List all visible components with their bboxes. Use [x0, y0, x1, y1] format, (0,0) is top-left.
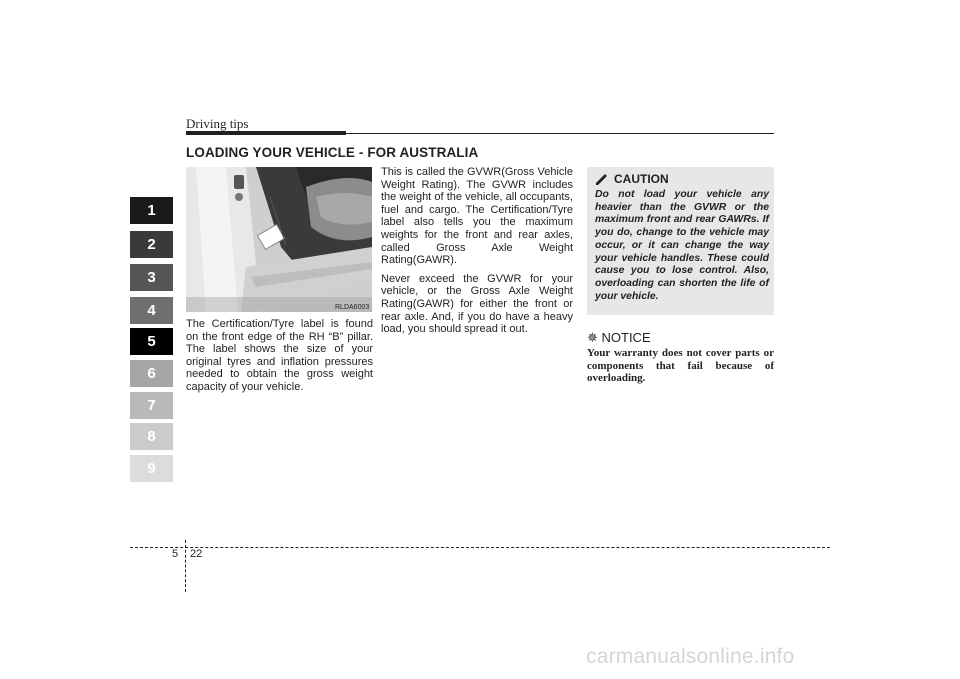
header-rule-bold: [186, 131, 346, 135]
watermark: carmanualsonline.info: [586, 645, 795, 668]
chapter-tab-5[interactable]: 5: [130, 328, 173, 355]
footer-divider: [185, 540, 186, 592]
section-title: Driving tips: [186, 116, 249, 131]
caution-text: Do not load your vehicle any heavier than the GVWR or the maximum front and rear GAWRs. If you do, change to the vehicle may occur, or it can change the way your vehicle handles. These could cause you to lose control. Also, overloading can shorten the life of your vehicle.: [595, 189, 769, 302]
chapter-tab-8[interactable]: 8: [130, 423, 173, 450]
body-paragraph: Never exceed the GVWR for your vehicle, or the Gross Axle Weight Rating(GAWR) for either the front or rear axle. And, if you do have a heavy load, you should spread it out.: [381, 272, 573, 336]
chapter-tab-2[interactable]: 2: [130, 231, 173, 258]
chapter-tab-9[interactable]: 9: [130, 455, 173, 482]
caution-title: CAUTION: [614, 172, 669, 186]
notice-text: Your warranty does not cover parts or components that fail because of overloading.: [587, 347, 774, 385]
chapter-tab-6[interactable]: 6: [130, 360, 173, 387]
body-paragraph: The Certification/Tyre label is found on the front edge of the RH “B” pillar. The label shows the size of your original tyres and inflation pressures needed to obtain the gross weight capacity of your vehicle.: [186, 318, 373, 393]
page-heading: LOADING YOUR VEHICLE - FOR AUSTRALIA: [186, 145, 479, 160]
footer-rule: [130, 547, 830, 548]
page-number: 22: [190, 548, 203, 560]
door-pillar-photo: [186, 167, 372, 312]
chapter-tab-3[interactable]: 3: [130, 264, 173, 291]
notice-title: ✵ NOTICE: [587, 330, 651, 345]
body-column: [381, 166, 573, 342]
body-paragraph: This is called the GVWR(Gross Vehicle Weight Rating). The GVWR includes the weight of the vehicle, all occupants, fuel and cargo. The Certification/Tyre label also tells you the maximum weights for the front and rear axles, called Gross Axle Weight Rating(GAWR).: [381, 166, 573, 267]
chapter-tab-4[interactable]: 4: [130, 297, 173, 324]
chapter-tab-1[interactable]: 1: [130, 197, 173, 224]
chapter-tab-7[interactable]: 7: [130, 392, 173, 419]
header-rule: [346, 133, 774, 134]
pencil-icon: [595, 173, 608, 186]
photo-code: RLDA6003: [335, 304, 370, 311]
chapter-number: 5: [172, 548, 179, 560]
